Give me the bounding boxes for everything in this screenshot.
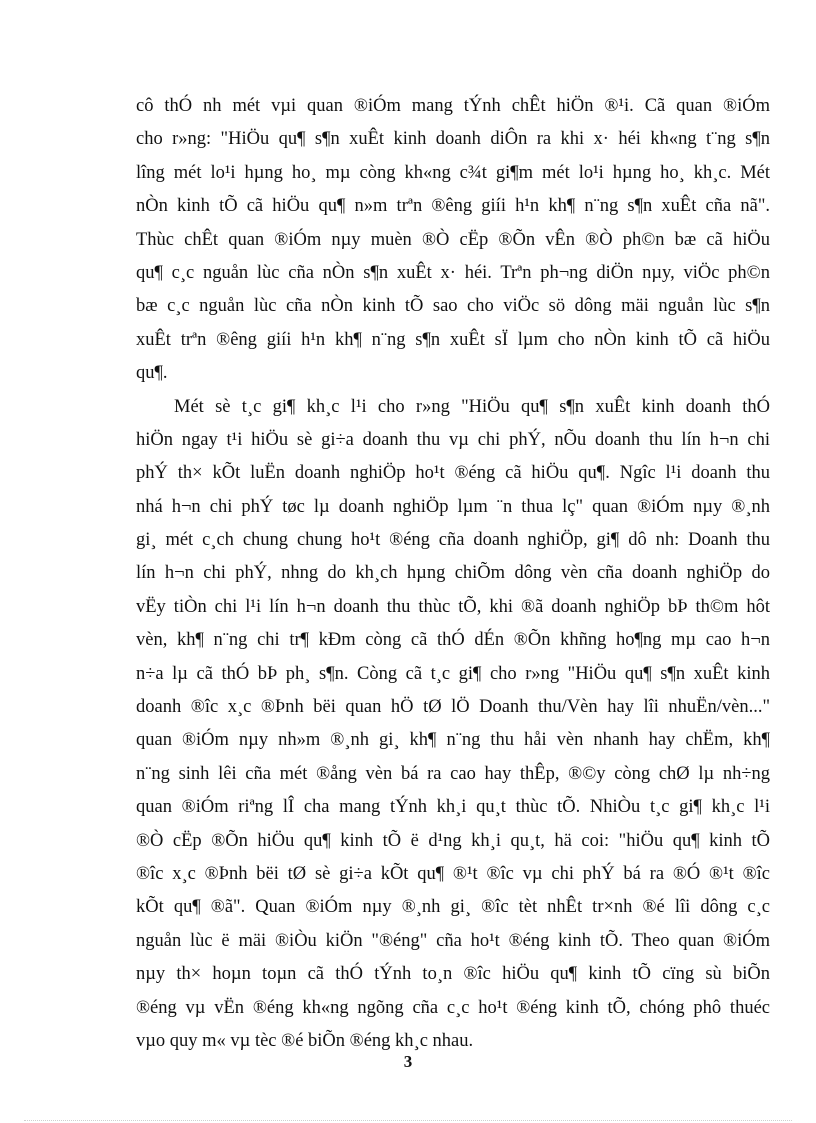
text-line: cô thÓ nh mét vµi quan ®iÓm mang tÝnh chÊt hiÖn ®¹i. Cã quan ®iÓm: [136, 96, 770, 116]
text-line: quan ®iÓm nµy nh»m ®¸nh gi¸ kh¶ n¨ng thu håi vèn nhanh hay chËm, kh¶: [136, 730, 770, 751]
text-line: xuÊt trªn ®êng giíi h¹n kh¶ n¨ng s¶n xuÊt sÏ lµm cho nÒn kinh tÕ cã hiÖu: [136, 329, 770, 350]
page-bottom-divider: [24, 1120, 792, 1121]
text-line: kÕt qu¶ ®ã". Quan ®iÓm nµy ®¸nh gi¸ ®îc tèt nhÊt tr×nh ®é lîi dông c¸c: [136, 897, 770, 918]
text-line: qu¶ c¸c nguån lùc cña nÒn s¶n xuÊt x· héi. Trªn ph¬ng diÖn nµy, viÖc ph©n: [136, 262, 770, 283]
text-line: nhá h¬n chi phÝ tøc lµ doanh nghiÖp lµm ¨n thua lç" quan ®iÓm nµy ®¸nh: [136, 496, 770, 517]
text-line: doanh ®îc x¸c ®Þnh bëi quan hÖ tØ lÖ Doanh thu/Vèn hay lîi nhuËn/vèn...": [136, 697, 770, 718]
text-line: vËy tiÒn chi l¹i lín h¬n doanh thu thùc tÕ, khi ®ã doanh nghiÖp bÞ th©m hôt: [136, 596, 770, 617]
text-line: phÝ th× kÕt luËn doanh nghiÖp ho¹t ®éng cã hiÖu qu¶. Ngîc l¹i doanh thu: [136, 463, 770, 484]
text-line: gi¸ mét c¸ch chung chung ho¹t ®éng cña doanh nghiÖp, gi¶ dô nh: Doanh thu: [136, 530, 770, 551]
page-number: 3: [403, 1052, 413, 1071]
text-line: vèn, kh¶ n¨ng chi tr¶ kÐm còng cã thÓ dÉn ®Õn khñng ho¶ng mµ cao h¬n: [136, 630, 770, 651]
text-line: ®éng vµ vËn ®éng kh«ng ngõng cña c¸c ho¹t ®éng kinh tÕ, chóng phô thuéc: [136, 997, 770, 1018]
text-line: ®îc x¸c ®Þnh bëi tØ sè gi÷a kÕt qu¶ ®¹t ®îc vµ chi phÝ bá ra ®Ó ®¹t ®îc: [136, 863, 770, 884]
text-line: n¨ng sinh lêi cña mét ®ång vèn bá ra cao hay thÊp, ®©y còng chØ lµ nh÷ng: [136, 763, 770, 784]
text-line: bæ c¸c nguån lùc cña nÒn kinh tÕ sao cho viÖc sö dông mäi nguån lùc s¶n: [136, 296, 770, 317]
text-line: ®Ò cËp ®Õn hiÖu qu¶ kinh tÕ ë d¹ng kh¸i qu¸t, hä coi: "hiÖu qu¶ kinh tÕ: [136, 830, 770, 851]
paragraph: [136, 391, 770, 1059]
text-line: Mét sè t¸c gi¶ kh¸c l¹i cho r»ng "HiÖu qu¶ s¶n xuÊt kinh doanh thÓ: [174, 396, 770, 417]
text-line: Thùc chÊt quan ®iÓm nµy muèn ®Ò cËp ®Õn vÊn ®Ò ph©n bæ cã hiÖu: [136, 229, 770, 250]
text-line: nguån lùc ë mäi ®iÒu kiÖn "®éng" cña ho¹t ®éng kinh tÕ. Theo quan ®iÓm: [136, 930, 770, 951]
text-line: n÷a lµ cã thÓ bÞ ph¸ s¶n. Còng cã t¸c gi¶ cho r»ng "HiÖu qu¶ s¶n xuÊt kinh: [136, 663, 770, 684]
text-line: vµo quy m« vµ tèc ®é biÕn ®éng kh¸c nhau.: [136, 1030, 474, 1051]
text-line: hiÖn ngay t¹i hiÖu sè gi÷a doanh thu vµ chi phÝ, nÕu doanh thu lín h¬n chi: [136, 429, 770, 450]
text-line: nµy th× hoµn toµn cã thÓ tÝnh to¸n ®îc hiÖu qu¶ kinh tÕ cïng sù biÕn: [136, 964, 770, 985]
text-line: lîng mét lo¹i hµng ho¸ mµ còng kh«ng c¾t gi¶m mét lo¹i hµng ho¸ kh¸c. Mét: [136, 162, 770, 183]
text-line: cho r»ng: "HiÖu qu¶ s¶n xuÊt kinh doanh diÔn ra khi x· héi kh«ng t¨ng s¶n: [136, 129, 770, 150]
text-line: qu¶.: [136, 363, 168, 384]
text-line: nÒn kinh tÕ cã hiÖu qu¶ n»m trªn ®êng giíi h¹n kh¶ n¨ng s¶n xuÊt cña nã".: [136, 196, 770, 217]
text-line: quan ®iÓm riªng lÎ cha mang tÝnh kh¸i qu¸t thùc tÕ. NhiÒu t¸c gi¶ kh¸c l¹i: [136, 797, 770, 818]
document-body: [136, 90, 770, 1058]
paragraph: [136, 90, 770, 391]
text-line: lín h¬n chi phÝ, nhng do kh¸ch hµng chiÕm dông vèn cña doanh nghiÖp do: [136, 563, 770, 584]
